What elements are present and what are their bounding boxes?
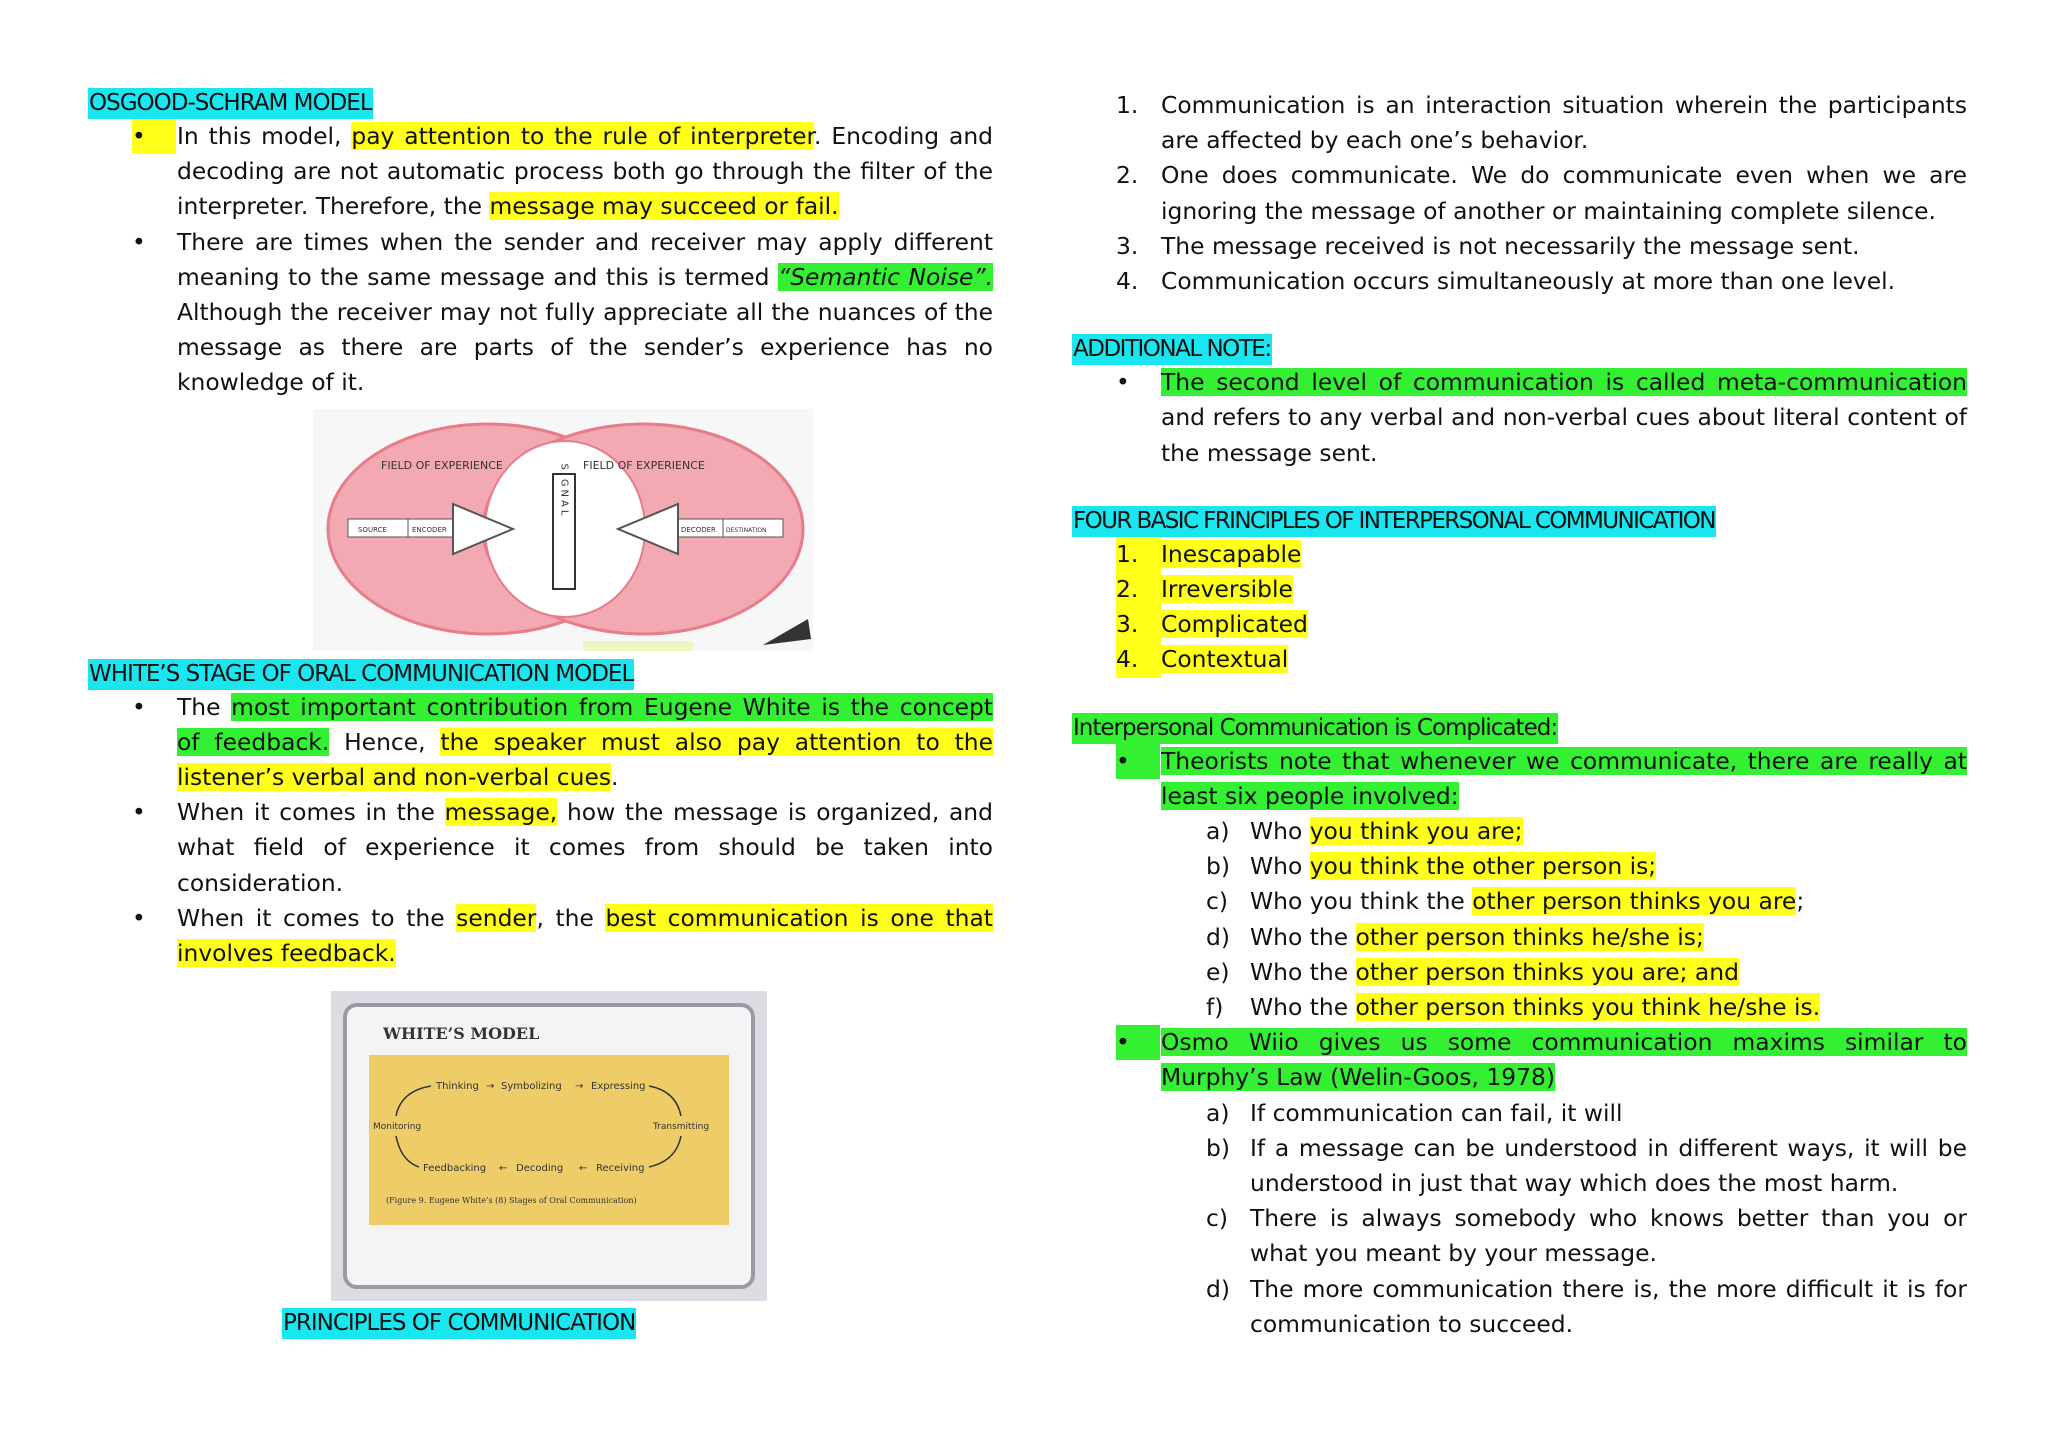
list-number: 4. [1116,642,1161,677]
white-bullet-2 [88,795,993,901]
list-letter: d) [1206,922,1230,951]
six-people-item [1072,920,1967,955]
whites-model-caption: (Figure 9. Eugene White’s (8) Stages of Oral Communication) [386,1196,637,1206]
list-text: The more communication there is, the more difficult it is for communication to succeed. [1250,1274,1967,1338]
highlight-run: Osmo Wiio gives us some communication maxims similar to Murphy’s Law (Welin-Goos, 1978) [1161,1028,1967,1092]
list-text: Contextual [1161,645,1289,674]
complicated-bullets [1072,744,1967,814]
additional-note-bullet [1072,365,1967,471]
text-run: Who [1250,817,1310,846]
text-run: , the [536,903,606,932]
field-right-label: FIELD OF EXPERIENCE [583,458,705,472]
text-run: In this model, [177,122,352,150]
principles-list [1072,88,1967,299]
osmo-bullet [1072,1025,1967,1095]
bullet-marker: • [132,798,146,827]
svg-text:←: ← [579,1163,588,1175]
white-bullets [88,690,993,972]
highlight-run: pay attention to the rule of interpreter [351,122,814,150]
text-run: ; [1796,887,1805,916]
bullet-marker: • [132,227,146,256]
list-number: 4. [1116,267,1139,296]
destination-label: DESTINATION [726,526,767,534]
list-number: 1. [1116,91,1139,119]
text-run: Who the [1250,993,1356,1022]
four-principle-item [1072,642,1967,677]
text-run: Who the [1250,922,1356,951]
feedbacking-label: Feedbacking [423,1163,487,1175]
four-principle-item [1072,537,1967,572]
bullet-marker: • [1116,368,1130,397]
text-run: . Encoding and decoding are not automatic process both go through the filter of the interpreter. Therefore, the [177,122,994,221]
list-letter: c) [1206,887,1228,916]
text-run: and refers to any verbal and non-verbal cues about literal content of the message sent. [1161,403,1967,467]
list-text: Communication occurs simultaneously at more than one level. [1161,267,1896,296]
whites-model-title: WHITE’S MODEL [383,1024,540,1044]
svg-text:→: → [575,1081,584,1093]
right-column [1072,88,1967,1342]
semantic-noise-term: “Semantic Noise”. [778,262,993,291]
additional-note-bullets [1072,365,1967,471]
bullet-marker: • [1116,744,1160,779]
osgood-bullet-1 [88,119,993,225]
bullet-marker: • [132,692,146,721]
osgood-bullet-2 [88,225,993,401]
complicated-heading: Interpersonal Communication is Complicated: [1072,713,1558,744]
svg-text:→: → [486,1081,495,1093]
highlight-run: sender [456,903,537,932]
principle-item [1072,264,1967,299]
field-left-label: FIELD OF EXPERIENCE [381,458,503,472]
highlight-run: most important contribution from Eugene White is the concept of feedback. [177,692,993,756]
text-run: The [177,692,232,721]
highlight-run: best communication is one that involves feedback. [177,903,993,968]
list-letter: a) [1206,1098,1230,1127]
maxim-item [1072,1272,1967,1342]
list-letter: c) [1206,1204,1228,1233]
list-number: 3. [1116,607,1161,642]
thinking-label: Thinking [436,1081,479,1093]
list-letter: b) [1206,852,1230,881]
six-people-item [1072,955,1967,990]
highlight-run: you think the other person is; [1309,852,1657,881]
decoder-label: DECODER [681,525,716,534]
text-run: Hence, [329,727,441,756]
maxims-list [1072,1096,1967,1342]
highlight-run: other person thinks you are; and [1355,957,1739,986]
osgood-schram-diagram [313,409,813,651]
list-text: The message received is not necessarily the message sent. [1161,231,1860,260]
text-run: When it comes in the [177,798,445,827]
bullet-marker: • [132,903,146,932]
four-principle-item [1072,572,1967,607]
principle-item [1072,229,1967,264]
text-run: Who you think the [1250,887,1473,916]
list-text: One does communicate. We do communicate even when we are ignoring the message of another or maintaining complete silence. [1161,161,1967,225]
list-letter: d) [1206,1274,1230,1303]
expressing-label: Expressing [591,1081,646,1093]
encoder-label: ENCODER [412,525,447,534]
list-text: If a message can be understood in different ways, it will be understood in just that way which does the most harm. [1250,1133,1967,1198]
list-number: 1. [1116,537,1161,572]
osmo-bullets [1072,1025,1967,1095]
whites-model-figure [331,991,767,1301]
theorists-bullet [1072,744,1967,814]
text-run: . [611,763,619,792]
transmitting-label: Transmitting [653,1122,710,1133]
source-label: SOURCE [358,525,387,534]
list-text: If communication can fail, it will [1250,1098,1623,1127]
text-run: When it comes to the [177,903,457,932]
receiving-label: Receiving [596,1163,645,1175]
bullet-marker: • [132,119,176,154]
text-run: Although the receiver may not fully appreciate all the nuances of the message as there are parts of the sender’s experience has no knowledge of it. [177,298,993,397]
svg-text:←: ← [499,1163,508,1175]
highlight-run: message may succeed or fail. [489,192,839,221]
principle-item [1072,158,1967,228]
highlight-run: you think you are; [1309,817,1523,846]
highlight-run: other person thinks he/she is; [1355,922,1704,951]
four-principles-heading: FOUR BASIC FRINCIPLES OF INTERPERSONAL COMMUNICATION [1072,506,1716,537]
osgood-schram-diagram-svg [313,409,813,651]
six-people-item [1072,884,1967,919]
list-text: Inescapable [1161,539,1302,568]
white-heading: WHITE’S STAGE OF ORAL COMMUNICATION MODEL [88,659,634,690]
white-bullet-3 [88,901,993,971]
bullet-marker: • [1116,1025,1160,1060]
four-principle-item [1072,607,1967,642]
text-run: Who the [1250,957,1356,986]
list-letter: a) [1206,817,1230,846]
six-people-item [1072,849,1967,884]
monitoring-label: Monitoring [373,1122,422,1133]
list-number: 2. [1116,572,1161,607]
six-people-item [1072,814,1967,849]
six-people-list [1072,814,1967,1025]
list-text: There is always somebody who knows better than you or what you meant by your message. [1250,1204,1967,1268]
list-text: Complicated [1161,610,1308,639]
list-letter: b) [1206,1133,1230,1162]
osgood-heading: OSGOOD-SCHRAM MODEL [88,88,373,119]
list-text: Irreversible [1161,575,1293,604]
decoding-label: Decoding [516,1163,564,1175]
maxim-item [1072,1131,1967,1201]
highlight-run: other person thinks you think he/she is. [1355,993,1821,1022]
text-run: Who [1250,852,1310,881]
highlight-run: the speaker must also pay attention to the listener’s verbal and non-verbal cues [177,727,993,792]
list-number: 3. [1116,231,1139,260]
whites-model-svg [331,991,767,1301]
list-letter: e) [1206,957,1230,986]
osgood-bullets [88,119,993,401]
list-letter: f) [1206,993,1224,1022]
four-principles-list [1072,537,1967,678]
highlight-run: Theorists note that whenever we communicate, there are really at least six people involved: [1161,746,1967,810]
list-text: Communication is an interaction situation wherein the participants are affected by each one’s behavior. [1161,91,1967,155]
left-column [88,88,993,1301]
additional-note-heading: ADDITIONAL NOTE: [1072,334,1272,365]
principles-heading: PRINCIPLES OF COMMUNICATION [282,1308,636,1339]
highlight-run: The second level of communication is called meta-communication [1161,368,1967,397]
maxim-item [1072,1201,1967,1271]
text-run: There are times when the sender and receiver may apply different meaning to the same message and this is termed [177,227,993,291]
text-run: how the message is organized, and what field of experience it comes from should be taken into consideration. [177,798,993,897]
maxim-item [1072,1096,1967,1131]
list-number: 2. [1116,161,1139,190]
highlight-run: other person thinks you are [1472,887,1797,916]
principle-item [1072,88,1967,158]
highlight-run: message, [444,798,558,827]
six-people-item [1072,990,1967,1025]
signal-label: SIGNAL [558,463,570,519]
symbolizing-label: Symbolizing [501,1081,562,1093]
white-bullet-1 [88,690,993,796]
